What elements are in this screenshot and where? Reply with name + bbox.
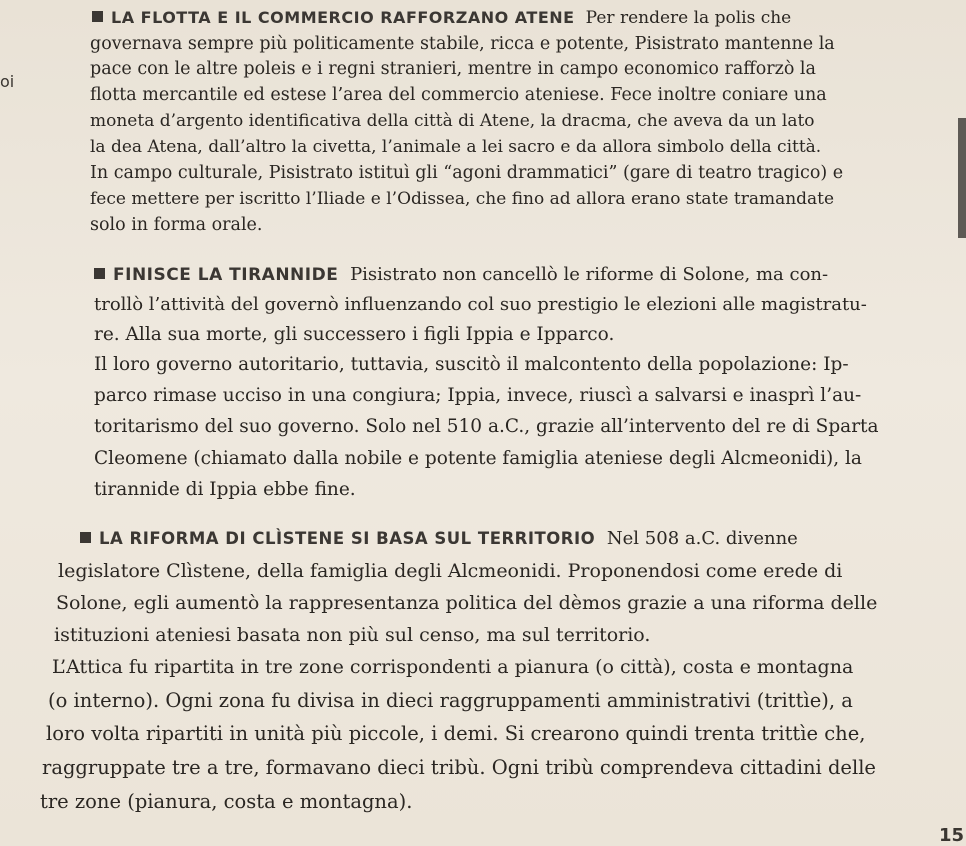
- section-1-line-6: la dea Atena, dall’altro la civetta, l’animale a lei sacro e da allora simbolo della città.: [90, 137, 822, 157]
- section-3-heading: LA RIFORMA DI CLÌSTENE SI BASA SUL TERRITORIO: [80, 529, 595, 548]
- section-3-line-5: L’Attica fu ripartita in tre zone corrispondenti a pianura (o città), costa e montagna: [52, 656, 854, 678]
- bullet-square-icon: [92, 11, 103, 22]
- section-2-heading: FINISCE LA TIRANNIDE: [94, 265, 338, 285]
- page-edge-tab: [958, 118, 966, 238]
- bullet-square-icon: [80, 532, 91, 543]
- section-2-line-4: Il loro governo autoritario, tuttavia, suscitò il malcontento della popolazione: Ip-: [94, 354, 849, 375]
- section-1-line-5: moneta d’argento identificativa della città di Atene, la dracma, che aveva da un lato: [90, 111, 815, 131]
- bullet-square-icon: [94, 268, 105, 279]
- section-1-line-2: governava sempre più politicamente stabile, ricca e potente, Pisistrato mantenne la: [90, 34, 835, 54]
- section-2-line-3: re. Alla sua morte, gli successero i figli Ippia e Ipparco.: [94, 324, 615, 345]
- section-1-line-8: fece mettere per iscritto l’Iliade e l’Odissea, che fino ad allora erano state tramandate: [90, 189, 835, 209]
- section-1-heading: LA FLOTTA E IL COMMERCIO RAFFORZANO ATENE: [92, 8, 575, 27]
- section-2-line-5: parco rimase ucciso in una congiura; Ippia, invece, riuscì a salvarsi e inasprì l’au-: [94, 385, 862, 406]
- section-3-line-3: Solone, egli aumentò la rappresentanza politica del dèmos grazie a una riforma delle: [56, 592, 878, 614]
- section-1-line-9: solo in forma orale.: [90, 215, 263, 235]
- section-2-first-line: [94, 266, 828, 284]
- section-3-line-4: istituzioni ateniesi basata non più sul censo, ma sul territorio.: [54, 624, 651, 646]
- section-1-first-line: [92, 10, 791, 27]
- section-1-line-3: pace con le altre poleis e i regni stranieri, mentre in campo economico rafforzò la: [90, 59, 816, 79]
- section-2-line-7: Cleomene (chiamato dalla nobile e potente famiglia ateniese degli Alcmeonidi), la: [94, 448, 862, 469]
- section-2-line-2: trollò l’attività del governò influenzando col suo prestigio le elezioni alle magistratu-: [94, 294, 867, 315]
- margin-fragment: oi: [0, 72, 15, 91]
- section-2-line-1: Pisistrato non cancellò le riforme di Solone, ma con-: [350, 264, 829, 285]
- section-3-first-line: [80, 530, 798, 548]
- section-1-line-4: flotta mercantile ed estese l’area del commercio ateniese. Fece inoltre coniare una: [90, 85, 827, 105]
- section-1-line-1: Per rendere la polis che: [585, 8, 792, 28]
- section-3-line-6: (o interno). Ogni zona fu divisa in dieci raggruppamenti amministrativi (trittìe), a: [48, 689, 853, 712]
- section-2-line-8: tirannide di Ippia ebbe fine.: [94, 479, 356, 500]
- section-1-line-7: In campo culturale, Pisistrato istituì gli “agoni drammatici” (gare di teatro tragico) e: [90, 163, 844, 183]
- section-2-line-6: toritarismo del suo governo. Solo nel 510 a.C., grazie all’intervento del re di Sparta: [94, 416, 879, 437]
- section-3-line-9: tre zone (pianura, costa e montagna).: [40, 790, 413, 813]
- section-3-line-7: loro volta ripartiti in unità più piccole, i demi. Si crearono quindi trenta trittìe che,: [46, 722, 866, 745]
- section-3-line-8: raggruppate tre a tre, formavano dieci tribù. Ogni tribù comprendeva cittadini delle: [42, 756, 876, 779]
- section-3-line-1: Nel 508 a.C. divenne: [606, 528, 798, 549]
- section-3-line-2: legislatore Clìstene, della famiglia degli Alcmeonidi. Proponendosi come erede di: [58, 560, 843, 582]
- page-number: 15: [938, 825, 964, 846]
